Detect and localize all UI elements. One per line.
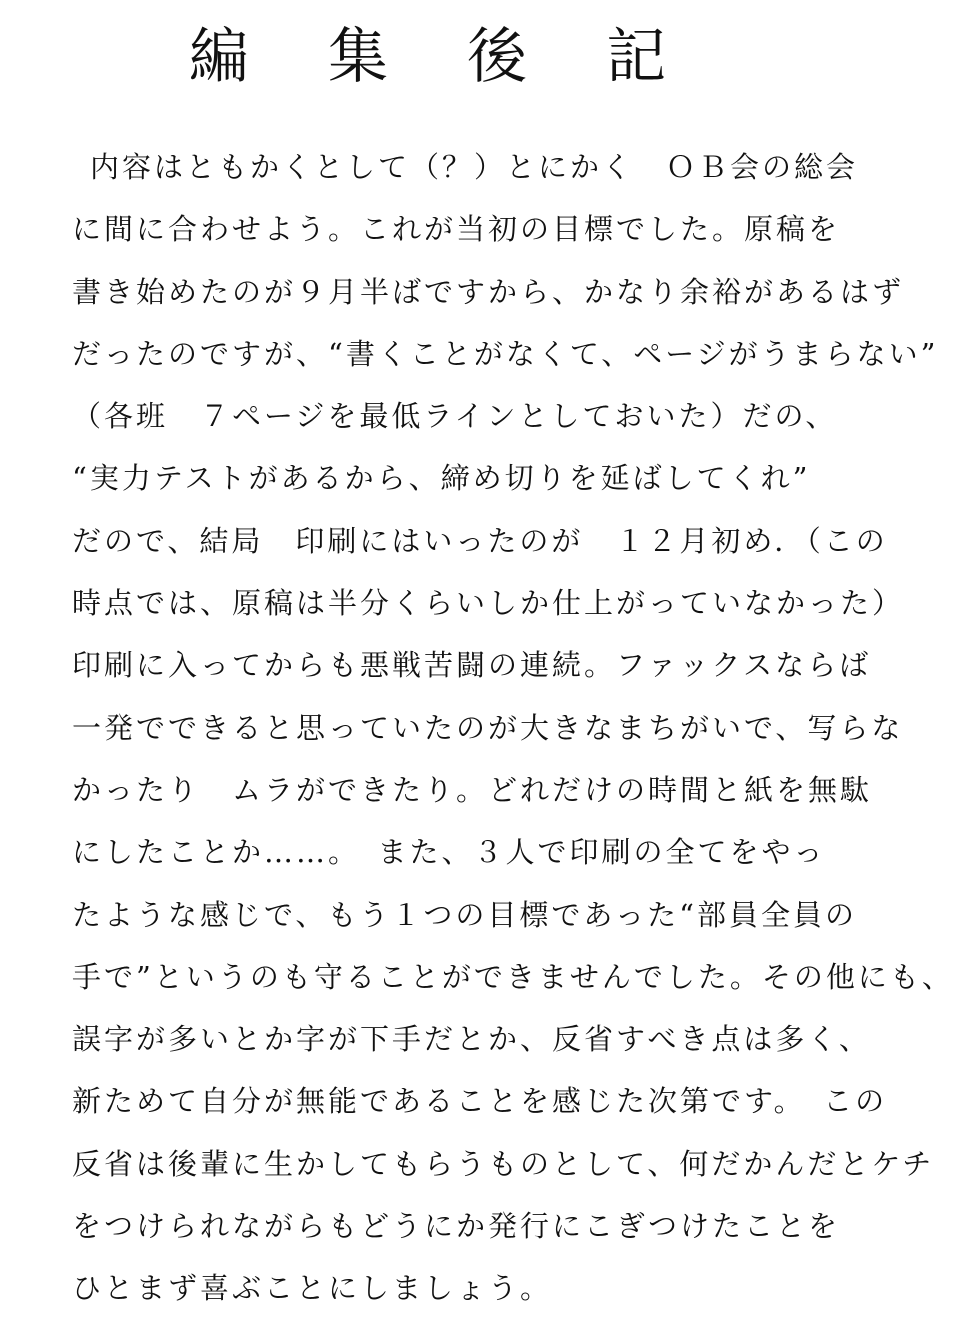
- text-line: に間に合わせよう。これが当初の目標でした。原稿を: [72, 212, 841, 247]
- text-line: だったのですが、“書くことがなくて、ページがうまらない”: [72, 336, 939, 371]
- text-line: 誤字が多いとか字が下手だとか、反省すべき点は多く、: [72, 1022, 871, 1057]
- text-line: かったり ムラができたり。どれだけの時間と紙を無駄: [72, 772, 873, 807]
- text-line: をつけられながらもどうにか発行にこぎつけたことを: [72, 1209, 841, 1244]
- text-line: ひとまず喜ぶことにしましょう。: [72, 1271, 553, 1306]
- text-line: たような感じで、もう１つの目標であった“部員全員の: [72, 897, 857, 932]
- text-line: にしたことか……。 また、３人で印刷の全てをやっ: [72, 835, 826, 870]
- text-line: 新ためて自分が無能であることを感じた次第です。 この: [72, 1084, 888, 1119]
- text-line: だので、結局 印刷にはいったのが １２月初め．（この: [72, 523, 888, 558]
- text-line: 内容はともかくとして（？）とにかく ＯＢ会の総会: [90, 150, 859, 184]
- page-title: 編 集 後 記: [188, 22, 697, 92]
- text-line: 時点では、原稿は半分くらいしか仕上がっていなかった）: [72, 586, 905, 621]
- text-line: 反省は後輩に生かしてもらうものとして、何だかんだとケチ: [72, 1146, 935, 1181]
- text-line: “実力テストがあるから、締め切りを延ばしてくれ”: [72, 461, 811, 496]
- body-text: [72, 136, 954, 1320]
- text-line: 手で”というのも守ることができませんでした。その他にも、: [72, 959, 954, 994]
- text-line: 印刷に入ってからも悪戦苦闘の連続。ファックスならば: [72, 648, 872, 683]
- text-line: 書き始めたのが９月半ばですから、かなり余裕があるはず: [72, 274, 905, 309]
- text-line: 一発でできると思っていたのが大きなまちがいで、写らな: [72, 710, 904, 745]
- text-line: （各班 ７ページを最低ラインとしておいた）だの、: [72, 399, 838, 434]
